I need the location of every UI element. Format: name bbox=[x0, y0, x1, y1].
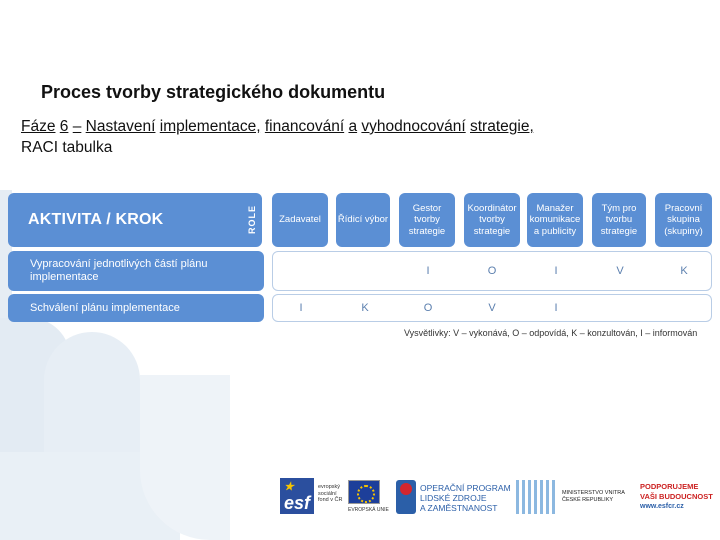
op-logo-text bbox=[420, 483, 511, 513]
op-line: LIDSKÉ ZDROJE bbox=[420, 493, 487, 503]
star-icon: ★ bbox=[284, 481, 294, 493]
subtitle-word: – bbox=[72, 118, 82, 135]
activity-cell: Schválení plánu implementace bbox=[8, 294, 264, 322]
subtitle-word: Nastavení bbox=[85, 118, 156, 135]
subtitle-word: strategie, bbox=[470, 118, 534, 135]
esf-url: www.esfcr.cz bbox=[640, 503, 684, 510]
mv-logo-text bbox=[562, 490, 625, 504]
eu-logo-text: EVROPSKÁ UNIE bbox=[348, 507, 389, 513]
role-label: ROLE bbox=[246, 205, 257, 235]
pod-line: PODPORUJEME bbox=[640, 482, 699, 491]
subtitle-line2: RACI tabulka bbox=[21, 139, 113, 156]
page-subtitle bbox=[21, 116, 701, 158]
raci-value: O bbox=[423, 302, 433, 314]
raci-value: V bbox=[488, 302, 496, 314]
subtitle-word: Fáze bbox=[21, 118, 56, 135]
subtitle-word: a bbox=[348, 118, 358, 135]
role-header: Koordinátor tvorby strategie bbox=[464, 193, 520, 247]
activity-header bbox=[8, 193, 262, 247]
role-header: Řídicí výbor bbox=[336, 193, 390, 247]
raci-value: I bbox=[299, 302, 303, 314]
podporujeme-logo bbox=[640, 478, 718, 518]
person-icon bbox=[396, 480, 416, 514]
raci-value: K bbox=[680, 265, 688, 277]
op-line: A ZAMĚSTNANOST bbox=[420, 503, 498, 513]
page-title: Proces tvorby strategického dokumentu bbox=[41, 82, 386, 102]
raci-header-row bbox=[8, 193, 712, 247]
subtitle-word: financování bbox=[264, 118, 345, 135]
pod-line: VAŠI BUDOUCNOST bbox=[640, 491, 713, 501]
esf-logo-icon bbox=[280, 478, 314, 514]
role-header: Tým pro tvorbu strategie bbox=[592, 193, 646, 247]
mv-line: ČESKÉ REPUBLIKY bbox=[562, 497, 614, 503]
role-header: Zadavatel bbox=[272, 193, 328, 247]
bg-decoration bbox=[44, 332, 140, 452]
raci-value: I bbox=[554, 265, 558, 277]
table-row bbox=[272, 294, 712, 322]
raci-value: O bbox=[487, 265, 497, 277]
table-legend: Vysvětlivky: V – vykonává, O – odpovídá, K – konzultován, I – informován bbox=[404, 328, 698, 338]
eu-flag-icon bbox=[348, 480, 380, 504]
mv-logo bbox=[516, 478, 634, 518]
raci-value: I bbox=[426, 265, 430, 277]
pod-logo-text bbox=[640, 482, 713, 501]
raci-value: V bbox=[616, 265, 624, 277]
table-row bbox=[272, 251, 712, 291]
subtitle-word: implementace, bbox=[159, 118, 261, 135]
raci-value: I bbox=[554, 302, 558, 314]
activity-header-label: AKTIVITA / KROK bbox=[28, 211, 164, 229]
esf-mark-text: esf bbox=[283, 493, 310, 513]
role-header: Gestor tvorby strategie bbox=[399, 193, 455, 247]
ministry-emblem-icon bbox=[516, 480, 556, 514]
esf-logo-text: evropský sociální fond v ČR bbox=[318, 484, 343, 503]
subtitle-word: 6 bbox=[59, 118, 69, 135]
role-header: Pracovní skupina (skupiny) bbox=[655, 193, 712, 247]
mv-line: MINISTERSTVO VNITRA bbox=[562, 490, 625, 496]
activity-cell: Vypracování jednotlivých částí plánu implementace bbox=[8, 251, 264, 291]
esf-eu-logo bbox=[280, 478, 389, 518]
op-line: OPERAČNÍ PROGRAM bbox=[420, 483, 511, 493]
subtitle-word: vyhodnocování bbox=[361, 118, 466, 135]
role-header: Manažer komunikace a publicity bbox=[527, 193, 583, 247]
raci-value: K bbox=[361, 302, 369, 314]
op-lzz-logo bbox=[396, 478, 511, 518]
